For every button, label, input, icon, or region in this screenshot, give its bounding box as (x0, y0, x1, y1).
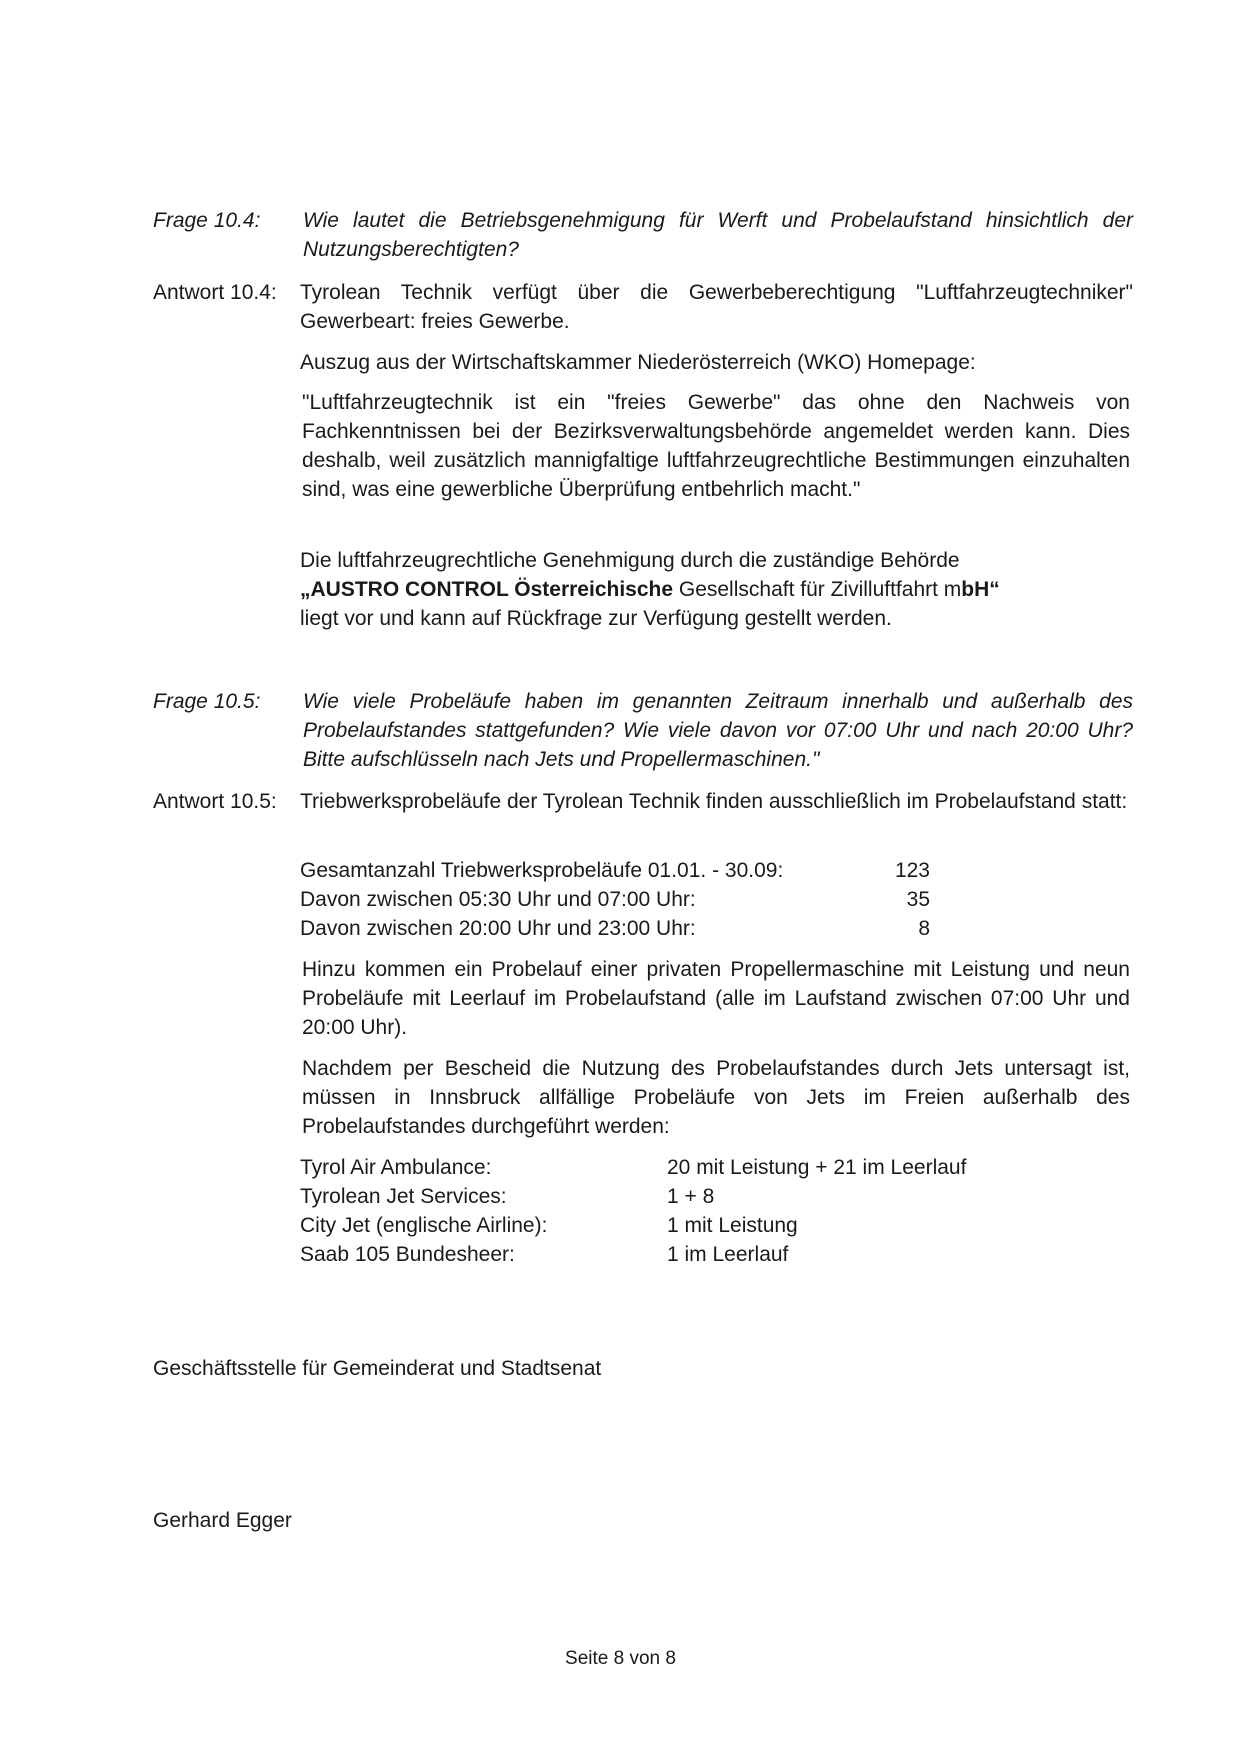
authority-name: „AUSTRO CONTROL Österreichische Gesellschaft für Zivilluftfahrt mbH“ (300, 578, 1000, 601)
answer-quote: "Luftfahrzeugtechnik ist ein "freies Gewerbe" das ohne den Nachweis von Fachkenntnissen bei der Bezirksverwaltungsbehörde angemeldet werden kann. Dies deshalb, weil zusätzlich mannigfaltige luftfahrzeugrechtliche Bestimmungen einzuhalten sind, was eine gewerbliche Überprüfung entbehrlich macht." (302, 391, 1130, 501)
answer-text: Triebwerksprobeläufe der Tyrolean Technik finden ausschließlich im Probelaufstand statt: (300, 790, 1128, 813)
answer-paragraph: Auszug aus der Wirtschaftskammer Niederösterreich (WKO) Homepage: (300, 351, 976, 374)
office-name: Geschäftsstelle für Gemeinderat und Stadtsenat (153, 1357, 602, 1380)
availability-line: liegt vor und kann auf Rückfrage zur Verfügung gestellt werden. (300, 607, 892, 630)
question-text: Wie lautet die Betriebsgenehmigung für Werft und Probelaufstand hinsichtlich der Nutzungsberechtigten? (303, 209, 1133, 261)
answer-paragraph: Nachdem per Bescheid die Nutzung des Probelaufstandes durch Jets untersagt ist, müssen in Innsbruck allfällige Probeläufe von Jets im Freien außerhalb des Probelaufstandes durchgeführt werden: (302, 1057, 1130, 1138)
page-number: Seite 8 von 8 (565, 1648, 676, 1669)
question-label: Frage 10.5: (153, 690, 261, 713)
answer-paragraph (300, 546, 1130, 633)
document-page: Frage 10.4: Wie lautet die Betriebsgenehmigung für Werft und Probelaufstand hinsichtlich der Nutzungsberechtigten? Antwort 10.4: Tyrolean Technik verfügt über die Gewerbeberechtigung "Luftfahrzeugtechniker" Gewerbeart: freies Gewerbe. Auszug aus der Wirtschaftskammer Niederösterreich (WKO) Homepage: "Luftfahrzeugtechnik ist ein "freies Gewerbe" das ohne den Nachweis von Fachkenntnissen bei der Bezirksverwaltungsbehörde angemeldet werden kann. Dies deshalb, weil zusätzlich mannigfaltige luftfahrzeugrechtliche Bestimmungen einzuhalten sind, was eine gewerbliche Überprüfung entbehrlich macht." Die luftfahrzeugrechtliche Genehmigung durch die zuständige Behörde „AUSTRO CONTROL Österreichische Gesellschaft für Zivilluftfahrt mbH“ liegt vor und kann auf Rückfrage zur Verfügung gestellt werden. Frage 10.5: Wie viele Probeläufe haben im genannten Zeitraum innerhalb und außerhalb des Probelaufstandes stattgefunden? Wie viele davon vor 07:00 Uhr und nach 20:00 Uhr? Bitte aufschlüsseln nach Jets und Propellermaschinen." Antwort 10.5: Triebwerksprobeläufe der Tyrolean Technik finden ausschließlich im Probelaufstand statt: Gesamtanzahl Triebwerksprobeläufe 01.01. - 30.09: 123 Davon zwischen 05:30 Uhr und 07:00 Uhr: 35 Davon zwischen 20:00 Uhr und 23:00 Uhr: 8 Hinzu kommen ein Probelauf einer privaten Propellermaschine mit Leistung und neun Probeläufe mit Leerlauf im Probelaufstand (alle im Laufstand zwischen 07:00 Uhr und 20:00 Uhr). Nachdem per Bescheid die Nutzung des Probelaufstandes durch Jets untersagt ist, müssen in Innsbruck allfällige Probeläufe von Jets im Freien außerhalb des Probelaufstandes durchgeführt werden: Tyrol Air Ambulance: 20 mit Leistung + 21 im Leerlauf Tyrolean Jet Services: 1 + 8 City Jet (englische Airline): 1 mit Leistung Saab 105 Bundesheer: 1 im Leerlauf Geschäftsstelle für Gemeinderat und Stadtsenat Gerhard Egger Seite 8 von 8 (0, 0, 1241, 1755)
question-text: Wie viele Probeläufe haben im genannten Zeitraum innerhalb und außerhalb des Probelaufstandes stattgefunden? Wie viele davon vor 07:00 Uhr und nach 20:00 Uhr? Bitte aufschlüsseln nach Jets und Propellermaschinen." (303, 690, 1133, 771)
authority-line: Die luftfahrzeugrechtliche Genehmigung durch die zuständige Behörde (300, 549, 960, 572)
answer-label: Antwort 10.5: (153, 790, 277, 813)
answer-text: Tyrolean Technik verfügt über die Gewerbeberechtigung "Luftfahrzeugtechniker" Gewerbeart: freies Gewerbe. (300, 281, 1133, 333)
answer-label: Antwort 10.4: (153, 281, 277, 304)
question-label: Frage 10.4: (153, 209, 261, 232)
signer-name: Gerhard Egger (153, 1509, 292, 1532)
answer-paragraph: Hinzu kommen ein Probelauf einer privaten Propellermaschine mit Leistung und neun Probeläufe mit Leerlauf im Probelaufstand (alle im Laufstand zwischen 07:00 Uhr und 20:00 Uhr). (302, 958, 1130, 1039)
